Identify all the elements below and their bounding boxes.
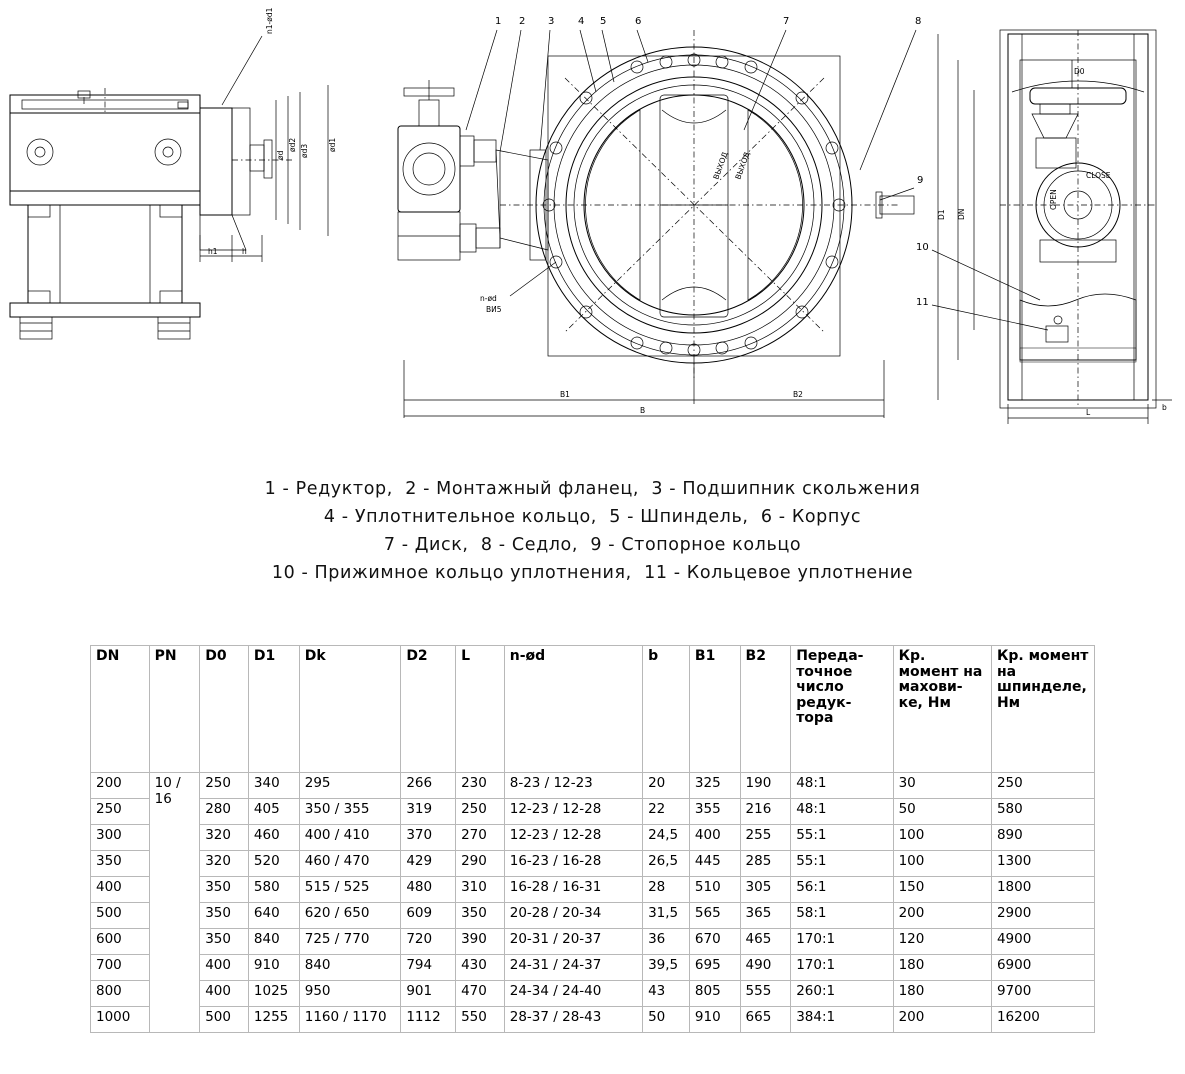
cell-torque-wheel: 100 bbox=[893, 825, 991, 851]
table-row bbox=[91, 903, 1095, 929]
cell-torque-spindle: 6900 bbox=[991, 955, 1094, 981]
cell-b1: 695 bbox=[689, 955, 740, 981]
cell-d1: 1255 bbox=[248, 1007, 299, 1033]
svg-text:ød3: ød3 bbox=[300, 143, 309, 158]
cell-d2: 794 bbox=[401, 955, 456, 981]
cell-gear: 48:1 bbox=[791, 773, 893, 799]
cell-d0: 280 bbox=[200, 799, 249, 825]
cell-n-od: 12-23 / 12-28 bbox=[504, 799, 642, 825]
drawing-svg bbox=[0, 0, 1185, 440]
cell-torque-spindle: 2900 bbox=[991, 903, 1094, 929]
svg-text:2: 2 bbox=[519, 16, 526, 27]
svg-text:4: 4 bbox=[578, 16, 585, 27]
cell-dn: 250 bbox=[91, 799, 150, 825]
cell-n-od: 12-23 / 12-28 bbox=[504, 825, 642, 851]
cell-b: 43 bbox=[643, 981, 690, 1007]
cell-torque-wheel: 200 bbox=[893, 1007, 991, 1033]
cell-b: 22 bbox=[643, 799, 690, 825]
cell-n-od: 16-28 / 16-31 bbox=[504, 877, 642, 903]
cell-d2: 901 bbox=[401, 981, 456, 1007]
header-d1: D1 bbox=[248, 646, 299, 773]
table-row bbox=[91, 955, 1095, 981]
cell-b: 28 bbox=[643, 877, 690, 903]
cell-d1: 460 bbox=[248, 825, 299, 851]
cell-dn: 1000 bbox=[91, 1007, 150, 1033]
cell-d0: 350 bbox=[200, 877, 249, 903]
cell-torque-spindle: 16200 bbox=[991, 1007, 1094, 1033]
cell-d0: 350 bbox=[200, 929, 249, 955]
cell-n-od: 16-23 / 16-28 bbox=[504, 851, 642, 877]
header-b: b bbox=[643, 646, 690, 773]
table-row bbox=[91, 1007, 1095, 1033]
svg-text:8: 8 bbox=[915, 16, 922, 27]
cell-d1: 580 bbox=[248, 877, 299, 903]
table-header-row bbox=[91, 646, 1095, 773]
cell-l: 430 bbox=[456, 955, 505, 981]
cell-l: 290 bbox=[456, 851, 505, 877]
svg-text:7: 7 bbox=[783, 16, 790, 27]
svg-text:DN: DN bbox=[957, 208, 966, 220]
table-row bbox=[91, 981, 1095, 1007]
cell-gear: 170:1 bbox=[791, 955, 893, 981]
cell-gear: 170:1 bbox=[791, 929, 893, 955]
cell-dk: 620 / 650 bbox=[299, 903, 401, 929]
cell-b: 50 bbox=[643, 1007, 690, 1033]
cell-d1: 1025 bbox=[248, 981, 299, 1007]
cell-d1: 840 bbox=[248, 929, 299, 955]
table-row bbox=[91, 825, 1095, 851]
table-row bbox=[91, 773, 1095, 799]
cell-l: 390 bbox=[456, 929, 505, 955]
cell-dn: 300 bbox=[91, 825, 150, 851]
cell-b2: 465 bbox=[740, 929, 791, 955]
table-row bbox=[91, 929, 1095, 955]
cell-torque-wheel: 200 bbox=[893, 903, 991, 929]
cell-torque-spindle: 9700 bbox=[991, 981, 1094, 1007]
parts-legend bbox=[0, 475, 1185, 587]
cell-d0: 400 bbox=[200, 955, 249, 981]
header-dn: DN bbox=[91, 646, 150, 773]
svg-text:ВЫХОД: ВЫХОД bbox=[733, 150, 752, 181]
cell-torque-wheel: 120 bbox=[893, 929, 991, 955]
cell-dk: 950 bbox=[299, 981, 401, 1007]
svg-text:ød2: ød2 bbox=[288, 137, 297, 152]
cell-b2: 216 bbox=[740, 799, 791, 825]
header-b2: B2 bbox=[740, 646, 791, 773]
svg-text:D1: D1 bbox=[937, 209, 946, 220]
technical-drawing bbox=[0, 0, 1185, 440]
cell-d1: 520 bbox=[248, 851, 299, 877]
cell-n-od: 20-31 / 20-37 bbox=[504, 929, 642, 955]
cell-torque-spindle: 1300 bbox=[991, 851, 1094, 877]
cell-b1: 400 bbox=[689, 825, 740, 851]
cell-d2: 480 bbox=[401, 877, 456, 903]
cell-b: 39,5 bbox=[643, 955, 690, 981]
cell-gear: 260:1 bbox=[791, 981, 893, 1007]
cell-dk: 400 / 410 bbox=[299, 825, 401, 851]
svg-text:B1: B1 bbox=[560, 390, 570, 399]
svg-text:ВЫХОД: ВЫХОД bbox=[711, 150, 730, 181]
svg-text:OPEN: OPEN bbox=[1049, 189, 1058, 210]
svg-text:n1-ød1: n1-ød1 bbox=[265, 7, 274, 34]
cell-gear: 384:1 bbox=[791, 1007, 893, 1033]
cell-b: 26,5 bbox=[643, 851, 690, 877]
cell-b2: 305 bbox=[740, 877, 791, 903]
cell-pn: 10 / 16 bbox=[149, 773, 200, 1033]
cell-d1: 340 bbox=[248, 773, 299, 799]
cell-dn: 700 bbox=[91, 955, 150, 981]
cell-gear: 58:1 bbox=[791, 903, 893, 929]
cell-dn: 400 bbox=[91, 877, 150, 903]
cell-torque-spindle: 4900 bbox=[991, 929, 1094, 955]
cell-d1: 405 bbox=[248, 799, 299, 825]
cell-dn: 800 bbox=[91, 981, 150, 1007]
svg-text:3: 3 bbox=[548, 16, 555, 27]
cell-b1: 805 bbox=[689, 981, 740, 1007]
cell-torque-spindle: 250 bbox=[991, 773, 1094, 799]
cell-b1: 565 bbox=[689, 903, 740, 929]
cell-dk: 460 / 470 bbox=[299, 851, 401, 877]
header-l: L bbox=[456, 646, 505, 773]
cell-torque-wheel: 180 bbox=[893, 981, 991, 1007]
cell-b1: 355 bbox=[689, 799, 740, 825]
cell-d1: 910 bbox=[248, 955, 299, 981]
cell-b2: 285 bbox=[740, 851, 791, 877]
cell-b: 36 bbox=[643, 929, 690, 955]
svg-text:ВИ5: ВИ5 bbox=[486, 305, 502, 314]
cell-d0: 320 bbox=[200, 825, 249, 851]
cell-d2: 720 bbox=[401, 929, 456, 955]
svg-text:b: b bbox=[1162, 403, 1167, 412]
legend-line-3: 7 - Диск, 8 - Седло, 9 - Стопорное кольцо bbox=[383, 535, 802, 555]
cell-d2: 370 bbox=[401, 825, 456, 851]
cell-n-od: 28-37 / 28-43 bbox=[504, 1007, 642, 1033]
cell-b2: 255 bbox=[740, 825, 791, 851]
cell-n-od: 8-23 / 12-23 bbox=[504, 773, 642, 799]
cell-b1: 510 bbox=[689, 877, 740, 903]
header-n-od: n-ød bbox=[504, 646, 642, 773]
cell-b1: 325 bbox=[689, 773, 740, 799]
cell-dk: 515 / 525 bbox=[299, 877, 401, 903]
cell-gear: 48:1 bbox=[791, 799, 893, 825]
header-torque-spindle: Кр. момент на шпинделе, Нм bbox=[991, 646, 1094, 773]
cell-d0: 320 bbox=[200, 851, 249, 877]
cell-d0: 250 bbox=[200, 773, 249, 799]
header-torque-wheel: Кр. момент на махови-ке, Нм bbox=[893, 646, 991, 773]
cell-torque-wheel: 180 bbox=[893, 955, 991, 981]
cell-dk: 840 bbox=[299, 955, 401, 981]
cell-b2: 490 bbox=[740, 955, 791, 981]
svg-text:9: 9 bbox=[917, 175, 924, 186]
cell-torque-wheel: 150 bbox=[893, 877, 991, 903]
cell-n-od: 24-34 / 24-40 bbox=[504, 981, 642, 1007]
table-row bbox=[91, 851, 1095, 877]
cell-torque-spindle: 580 bbox=[991, 799, 1094, 825]
cell-dk: 1160 / 1170 bbox=[299, 1007, 401, 1033]
svg-text:h1: h1 bbox=[208, 247, 218, 256]
header-pn: PN bbox=[149, 646, 200, 773]
cell-n-od: 24-31 / 24-37 bbox=[504, 955, 642, 981]
cell-b2: 665 bbox=[740, 1007, 791, 1033]
svg-text:ød1: ød1 bbox=[328, 137, 337, 152]
header-d0: D0 bbox=[200, 646, 249, 773]
table-row bbox=[91, 877, 1095, 903]
left-view-gearbox bbox=[10, 7, 337, 339]
cell-d2: 319 bbox=[401, 799, 456, 825]
cell-d1: 640 bbox=[248, 903, 299, 929]
svg-text:CLOSE: CLOSE bbox=[1086, 171, 1111, 180]
cell-torque-spindle: 1800 bbox=[991, 877, 1094, 903]
cell-b: 20 bbox=[643, 773, 690, 799]
cell-d0: 500 bbox=[200, 1007, 249, 1033]
cell-torque-spindle: 890 bbox=[991, 825, 1094, 851]
header-dk: Dk bbox=[299, 646, 401, 773]
svg-text:D0: D0 bbox=[1074, 67, 1085, 76]
cell-l: 270 bbox=[456, 825, 505, 851]
cell-d2: 1112 bbox=[401, 1007, 456, 1033]
svg-text:B: B bbox=[640, 406, 646, 415]
cell-d2: 429 bbox=[401, 851, 456, 877]
legend-line-1: 1 - Редуктор, 2 - Монтажный фланец, 3 - Подшипник скольжения bbox=[264, 479, 921, 499]
svg-text:L: L bbox=[1086, 408, 1091, 417]
cell-dk: 725 / 770 bbox=[299, 929, 401, 955]
cell-dk: 350 / 355 bbox=[299, 799, 401, 825]
svg-text:10: 10 bbox=[916, 242, 929, 253]
cell-d0: 350 bbox=[200, 903, 249, 929]
cell-l: 550 bbox=[456, 1007, 505, 1033]
cell-gear: 56:1 bbox=[791, 877, 893, 903]
header-d2: D2 bbox=[401, 646, 456, 773]
svg-text:11: 11 bbox=[916, 297, 929, 308]
cell-l: 350 bbox=[456, 903, 505, 929]
cell-b1: 445 bbox=[689, 851, 740, 877]
cell-dn: 500 bbox=[91, 903, 150, 929]
svg-text:n-ød: n-ød bbox=[480, 294, 497, 303]
cell-dk: 295 bbox=[299, 773, 401, 799]
svg-text:6: 6 bbox=[635, 16, 642, 27]
header-b1: B1 bbox=[689, 646, 740, 773]
cell-dn: 200 bbox=[91, 773, 150, 799]
svg-text:5: 5 bbox=[600, 16, 607, 27]
cell-b1: 910 bbox=[689, 1007, 740, 1033]
cell-dn: 350 bbox=[91, 851, 150, 877]
center-view-valve-face bbox=[398, 16, 923, 418]
cell-b2: 365 bbox=[740, 903, 791, 929]
cell-l: 250 bbox=[456, 799, 505, 825]
cell-l: 310 bbox=[456, 877, 505, 903]
right-view-section bbox=[916, 30, 1172, 424]
cell-b2: 555 bbox=[740, 981, 791, 1007]
cell-l: 230 bbox=[456, 773, 505, 799]
svg-text:B2: B2 bbox=[793, 390, 803, 399]
cell-torque-wheel: 30 bbox=[893, 773, 991, 799]
table-row bbox=[91, 799, 1095, 825]
svg-text:1: 1 bbox=[495, 16, 502, 27]
svg-text:ød: ød bbox=[276, 150, 285, 160]
table-body bbox=[91, 773, 1095, 1033]
cell-d0: 400 bbox=[200, 981, 249, 1007]
cell-b2: 190 bbox=[740, 773, 791, 799]
cell-torque-wheel: 50 bbox=[893, 799, 991, 825]
legend-line-2: 4 - Уплотнительное кольцо, 5 - Шпиндель, 6 - Корпус bbox=[323, 507, 862, 527]
cell-gear: 55:1 bbox=[791, 851, 893, 877]
cell-l: 470 bbox=[456, 981, 505, 1007]
cell-d2: 609 bbox=[401, 903, 456, 929]
cell-b: 31,5 bbox=[643, 903, 690, 929]
svg-text:h: h bbox=[242, 247, 247, 256]
specification-table bbox=[90, 645, 1095, 1033]
cell-b: 24,5 bbox=[643, 825, 690, 851]
cell-torque-wheel: 100 bbox=[893, 851, 991, 877]
cell-d2: 266 bbox=[401, 773, 456, 799]
legend-line-4: 10 - Прижимное кольцо уплотнения, 11 - Кольцевое уплотнение bbox=[271, 563, 914, 583]
cell-b1: 670 bbox=[689, 929, 740, 955]
cell-dn: 600 bbox=[91, 929, 150, 955]
cell-n-od: 20-28 / 20-34 bbox=[504, 903, 642, 929]
header-gear-ratio: Переда-точное число редук-тора bbox=[791, 646, 893, 773]
cell-gear: 55:1 bbox=[791, 825, 893, 851]
